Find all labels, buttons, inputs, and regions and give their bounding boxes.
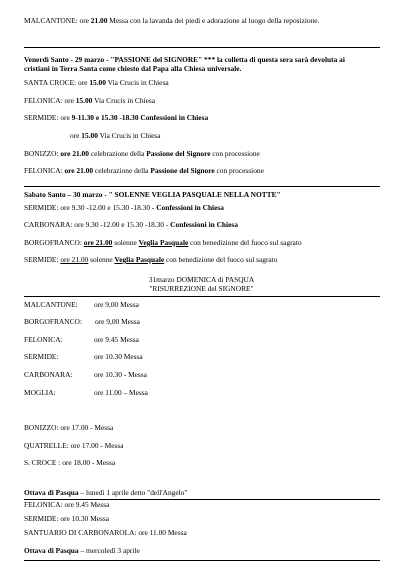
time: ore 21.00 [83,238,113,247]
text: FELONICA: ore [24,96,76,105]
text: " SOLENNE VEGLIA PASQUALE NELLA NOTTE" [108,190,281,199]
time: ore 10.30 - Messa [94,370,147,379]
text: SERMIDE: ore [24,113,72,122]
place: FELONICA: [24,335,63,344]
text: BONIZZO: [24,149,61,158]
divider [24,186,380,187]
text: con benedizione del fuoco sul sagrato [188,238,302,247]
sabato-row-sermide-2 [24,256,381,265]
venerdi-row-sermide-2 [70,132,381,141]
text: BORGOFRANCO: [24,238,84,247]
sabato-heading [24,191,381,200]
text: Messa con la lavanda dei piedi e adorazione al luogo della reposizione. [107,16,320,25]
time: ore 21.00 [60,255,89,264]
text: Ottava di Pasqua [24,488,79,497]
text: solenne [88,255,115,264]
text: celebrazione della [93,166,151,175]
text: celebrazione della [88,149,147,158]
domenica-row-quatrelle: QUATRELLE: ore 17.00 - Messa [24,441,124,450]
text: Confessioni in Chiesa [156,203,224,212]
text: SERMIDE: ore 9.30 -12.00 e 15.30 -18.30 - [24,203,157,212]
domenica-row [24,389,381,398]
text: con benedizione del fuoco sul sagrato [164,255,278,264]
time: 15.00 [89,78,106,87]
text: solenne [112,238,139,247]
ottava-row-santuario: SANTUARIO DI CARBONAROLA: ore 11.00 Messa [24,528,187,537]
text: CARBONARA: ore 9.30 -12.00 e 15.30 -18.30 - [24,220,171,229]
text: con processione [210,149,260,158]
time: 15.00 [81,131,98,140]
domenica-heading-1: 31marzo DOMENICA di PASQUA [148,275,255,284]
ottava-heading [24,489,381,498]
divider [24,560,380,561]
time: ore 9,00 Messa [94,300,139,309]
time: 21.00 [90,16,108,25]
time: ore 11.00 – Messa [94,388,148,397]
domenica-row [24,301,381,310]
ottava-row-felonica: FELONICA: ore 9.45 Messa [24,500,110,509]
venerdi-row-felonica-2 [24,167,381,176]
text: Veglia Pasquale [138,238,189,247]
venerdi-row-bonizzo [24,150,381,159]
sabato-row-sermide [24,204,381,213]
venerdi-heading-2: cristiani in Terra Santa come chiesto dal Papa alla Chiesa universale. [24,64,242,73]
text: Ottava di Pasqua [24,546,79,555]
text: – lunedì 1 aprile detto "dell'Angelo" [78,488,188,497]
time: ore 10.30 Messa [94,352,143,361]
text: con processione [214,166,264,175]
text: Passione del Signore [150,166,215,175]
venerdi-row-felonica [24,97,381,106]
text: – mercoledì 3 aprile [78,546,140,555]
venerdi-heading: Venerdì Santo - 29 marzo - "PASSIONE del SIGNORE" *** la colletta di questa sera sarà devoluta ai [24,55,345,64]
malcantone-giovedi-line [24,17,381,26]
time: ore 21.00 [64,166,94,175]
place: MOGLIA: [24,388,56,397]
domenica-row [24,318,381,327]
divider [24,47,380,48]
text: Via Crucis in Chiesa [92,96,156,105]
domenica-row-s-croce: S. CROCE : ore 18.00 - Messa [24,458,116,467]
time: 9-11.30 e 15.30 -18.30 Confessioni in Chiesa [71,113,209,122]
place: BORGOFRANCO: [24,317,82,326]
text: Passione del Signore [146,149,211,158]
ottava-row-sermide: SERMIDE: ore 10.30 Messa [24,514,109,523]
text: MALCANTONE: ore [24,16,91,25]
text: SERMIDE: [24,255,61,264]
text: Sabato Santo – 30 marzo - [24,190,109,199]
text: Via Crucis in Chiesa [97,131,161,140]
place: MALCANTONE: [24,300,78,309]
sabato-row-carbonara [24,221,381,230]
divider [24,296,380,297]
domenica-heading-2: "RISURREZIONE del SIGNORE" [149,284,254,293]
time: ore 21.00 [60,149,89,158]
ottava2-heading [24,547,381,556]
domenica-row [24,336,381,345]
venerdi-row-santa-croce [24,79,381,88]
text: FELONICA: [24,166,65,175]
venerdi-row-sermide [24,114,381,123]
text: SANTA CROCE: ore [24,78,90,87]
text: ore [70,131,82,140]
time: 15.00 [75,96,93,105]
place: CARBONARA: [24,370,73,379]
text: Via Crucis in Chiesa [105,78,169,87]
sabato-row-borgofranco [24,239,381,248]
time: ore 9.45 Messa [94,335,139,344]
text: Confessioni in Chiesa [170,220,238,229]
place: SERMIDE: [24,352,59,361]
domenica-row [24,353,381,362]
time: ore 9,00 Messa [95,317,140,326]
text: Veglia Pasquale [114,255,165,264]
domenica-row-bonizzo: BONIZZO: ore 17.00 - Messa [24,423,114,432]
domenica-row [24,371,381,380]
